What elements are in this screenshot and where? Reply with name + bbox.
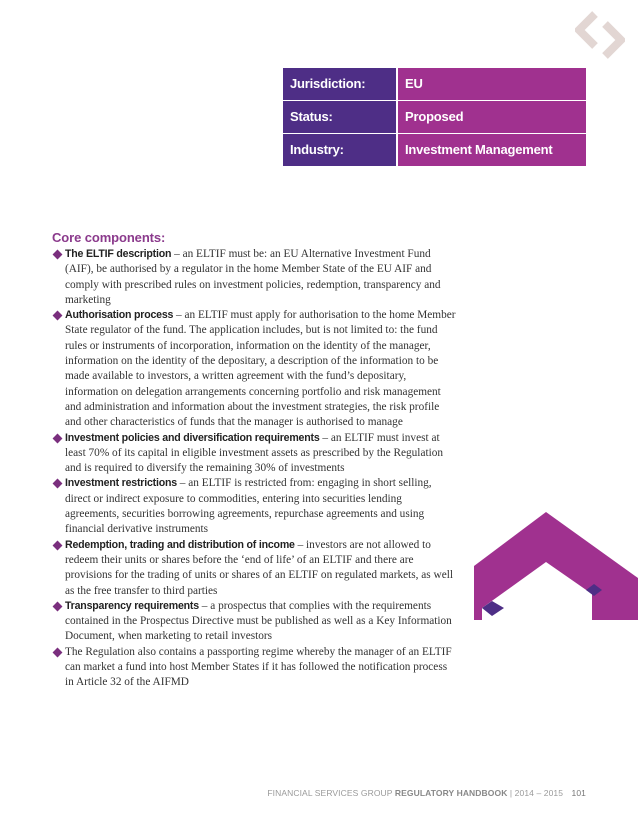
footer-years: | 2014 – 2015 [509, 788, 564, 798]
page-number: 101 [571, 788, 586, 798]
info-value: EU [398, 68, 586, 100]
list-item [52, 308, 457, 430]
item-text: The Regulation also contains a passporting regime whereby the manager of an ELTIF can market a fund into host Member States if it has followed the notification process in Article 32 of the AIFMD [65, 645, 452, 689]
list-item [52, 599, 457, 645]
item-text: – a prospectus that complies with the requirements contained in the Prospectus Directive must be published as well as a Key Information Document, when marketing to retail investors [65, 599, 452, 643]
info-value: Investment Management [398, 134, 586, 166]
list-item [52, 645, 457, 691]
item-text: – an ELTIF must apply for authorisation to the home Member State regulator of the fund. The application includes, but is not limited to: the fund rules or instruments of incorporation, information on the identity of the manager, information on the identity of the depositary, a description of the information to be made available to investors, a written agreement with the fund’s depositary, information on delegation arrangements concerning portfolio and risk management and administration and information about the investment strategies, the risk profile and other characteristics of funds that the manager is authorised to manage [65, 309, 456, 429]
diamond-bullet-icon [53, 647, 63, 657]
chevron-brackets-icon [575, 10, 625, 60]
info-row-status [283, 101, 586, 133]
info-label: Industry: [283, 134, 396, 166]
item-lead: Authorisation process [65, 309, 174, 322]
list-item [52, 538, 457, 599]
item-text: – investors are not allowed to redeem their units or shares before the ‘end of life’ of an ELTIF and there are provisions for the trading of units or shares of an ELTIF on regulated markets, as well as the free transfer to third parties [65, 538, 453, 597]
item-text: – an ELTIF must invest at least 70% of its capital in eligible investment assets as prescribed by the Regulation and is required to diversify the remaining 30% of investments [65, 431, 444, 475]
info-label: Status: [283, 101, 396, 133]
list-item [52, 476, 457, 537]
purple-diamond-graphic [474, 512, 638, 620]
footer-handbook: REGULATORY HANDBOOK [394, 788, 508, 798]
info-row-jurisdiction [283, 68, 586, 100]
diamond-bullet-icon [53, 479, 63, 489]
footer-group: FINANCIAL SERVICES GROUP [267, 788, 393, 798]
diamond-bullet-icon [53, 601, 63, 611]
info-row-industry [283, 134, 586, 166]
info-table [283, 68, 586, 167]
item-lead: Redemption, trading and distribution of income [65, 538, 295, 551]
item-lead: Transparency requirements [65, 599, 199, 612]
list-item [52, 247, 457, 308]
info-value: Proposed [398, 101, 586, 133]
core-components-section [52, 230, 457, 691]
item-lead: The ELTIF description [65, 248, 172, 260]
diamond-bullet-icon [53, 250, 63, 260]
page-footer [267, 788, 586, 798]
info-label: Jurisdiction: [283, 68, 396, 100]
item-text: – an ELTIF is restricted from: engaging in short selling, direct or indirect exposure to commodities, entering into securities lending agreements, securities borrowing agreements, repurchase agreements and using financial derivative instruments [65, 477, 432, 536]
item-lead: Investment restrictions [65, 477, 177, 490]
list-item [52, 431, 457, 477]
section-heading: Core components: [52, 230, 166, 245]
item-text: – an ELTIF must be: an EU Alternative Investment Fund (AIF), be authorised by a regulator in the home Member State of the EU AIF and comply with prescribed rules on investment policies, redemption, transparency and marketing [65, 248, 441, 306]
diamond-bullet-icon [53, 540, 63, 550]
diamond-bullet-icon [53, 311, 63, 321]
diamond-bullet-icon [53, 433, 63, 443]
item-lead: Investment policies and diversification requirements [65, 431, 320, 444]
